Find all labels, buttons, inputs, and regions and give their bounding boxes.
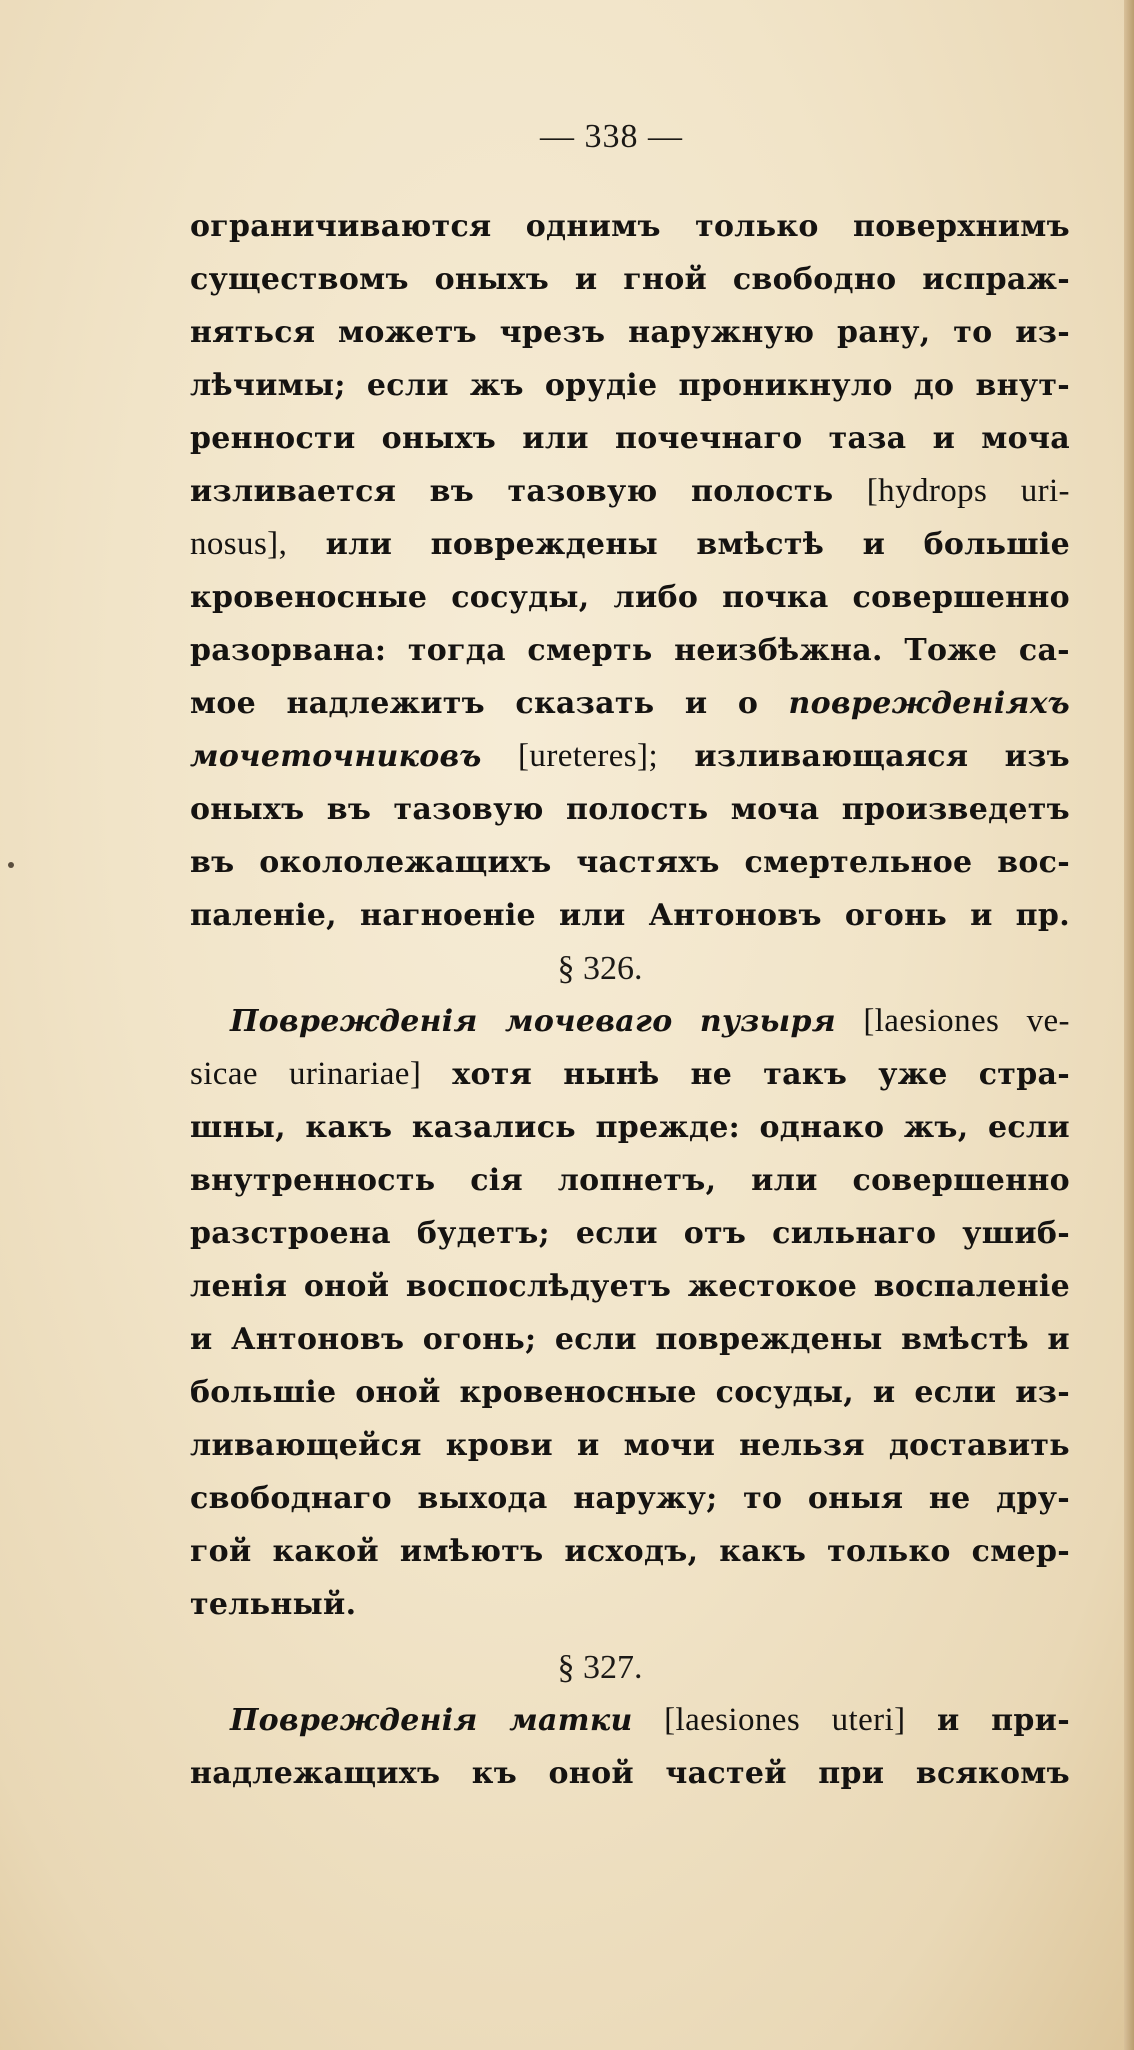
italic-term: мочеточниковъ bbox=[190, 739, 482, 774]
word: крови bbox=[445, 1428, 553, 1463]
word: имѣютъ bbox=[399, 1534, 544, 1569]
word: при- bbox=[991, 1703, 1070, 1738]
word: смертельное bbox=[744, 845, 973, 880]
text-line bbox=[190, 412, 1070, 465]
text-line bbox=[190, 200, 1070, 253]
word: и bbox=[684, 686, 708, 721]
word: въ bbox=[190, 845, 235, 880]
word: изливается bbox=[190, 474, 397, 509]
word: Антоновъ bbox=[231, 1322, 405, 1357]
word: рану, bbox=[837, 315, 931, 350]
paragraph-2 bbox=[190, 995, 1070, 1631]
word: наружную bbox=[628, 315, 815, 350]
word: только bbox=[827, 1534, 951, 1569]
word: и bbox=[574, 262, 598, 297]
latin-term: nosus], bbox=[190, 526, 288, 562]
italic-term: Поврежденія bbox=[230, 1703, 478, 1738]
word: проникнуло bbox=[678, 368, 893, 403]
word: нельзя bbox=[739, 1428, 865, 1463]
word: существомъ bbox=[190, 262, 409, 297]
paragraph-3 bbox=[190, 1694, 1070, 1800]
page-number: — 338 — bbox=[540, 118, 683, 155]
word: и bbox=[190, 1322, 213, 1357]
latin-term: uri- bbox=[1020, 473, 1070, 509]
word: паленіе, bbox=[190, 898, 337, 933]
text-line bbox=[190, 1101, 1070, 1154]
word: смерть bbox=[527, 633, 653, 668]
word: стра- bbox=[978, 1057, 1070, 1092]
word: вос- bbox=[997, 845, 1070, 880]
word: такъ bbox=[763, 1057, 848, 1092]
word: кровеносные bbox=[190, 580, 428, 615]
word: нагноеніе bbox=[359, 898, 536, 933]
word: испраж- bbox=[922, 262, 1070, 297]
word: или bbox=[558, 898, 626, 933]
word: полость bbox=[565, 792, 709, 827]
word: разорвана: bbox=[190, 633, 387, 668]
text-line bbox=[190, 836, 1070, 889]
word: почка bbox=[722, 580, 829, 615]
word: сосуды, bbox=[451, 580, 590, 615]
word: и bbox=[862, 527, 886, 562]
text-line bbox=[190, 253, 1070, 306]
word: и bbox=[1047, 1322, 1070, 1357]
text-line bbox=[190, 783, 1070, 836]
word: оныхъ bbox=[381, 421, 497, 456]
word: мочи bbox=[623, 1428, 716, 1463]
word: если bbox=[366, 368, 449, 403]
text-line bbox=[190, 677, 1070, 730]
word: окололежащихъ bbox=[259, 845, 552, 880]
text-line bbox=[190, 889, 1070, 942]
text-line bbox=[190, 1472, 1070, 1525]
word: оныя bbox=[807, 1481, 904, 1516]
text-line bbox=[190, 306, 1070, 359]
word: если bbox=[987, 1110, 1070, 1145]
text-line bbox=[190, 518, 1070, 571]
text-line bbox=[190, 1694, 1070, 1747]
word: не bbox=[928, 1481, 971, 1516]
text-line bbox=[190, 359, 1070, 412]
word: наружу; bbox=[573, 1481, 718, 1516]
text-line bbox=[190, 730, 1070, 783]
word: надлежитъ bbox=[286, 686, 485, 721]
word: вмѣстѣ bbox=[901, 1322, 1029, 1357]
text-line bbox=[190, 1525, 1070, 1578]
word: ливающейся bbox=[190, 1428, 422, 1463]
word: при bbox=[818, 1756, 885, 1791]
ink-speck bbox=[8, 862, 14, 868]
latin-term: ve- bbox=[1026, 1003, 1070, 1039]
word: ренности bbox=[190, 421, 356, 456]
word: и bbox=[937, 1703, 960, 1738]
word: совершенно bbox=[852, 1163, 1070, 1198]
word: надлежащихъ bbox=[190, 1756, 441, 1791]
word: казались bbox=[411, 1110, 576, 1145]
word: гной bbox=[623, 262, 708, 297]
word: если bbox=[575, 1216, 658, 1251]
word: въ bbox=[429, 474, 475, 509]
word: и bbox=[577, 1428, 600, 1463]
word: или bbox=[325, 527, 393, 562]
word: произведетъ bbox=[841, 792, 1070, 827]
section-gap bbox=[190, 1631, 1070, 1641]
word: изъ bbox=[1004, 739, 1070, 774]
word: свободнаго bbox=[190, 1481, 392, 1516]
word: сильнаго bbox=[772, 1216, 937, 1251]
paragraph-1 bbox=[190, 200, 1070, 942]
section-heading-326: § 326. bbox=[557, 950, 643, 987]
word: какъ bbox=[719, 1534, 807, 1569]
word: хотя bbox=[452, 1057, 533, 1092]
italic-term: поврежденіяхъ bbox=[788, 686, 1070, 721]
word: жъ, bbox=[903, 1110, 969, 1145]
word: или bbox=[751, 1163, 818, 1198]
word: большіе bbox=[190, 1375, 337, 1410]
word: какой bbox=[272, 1534, 379, 1569]
latin-term: [laesiones bbox=[664, 1702, 801, 1738]
word: какъ bbox=[305, 1110, 393, 1145]
word: Антоновъ bbox=[648, 898, 822, 933]
word: доставить bbox=[888, 1428, 1070, 1463]
text-line bbox=[190, 1048, 1070, 1101]
word: почечнаго bbox=[614, 421, 803, 456]
word: можетъ bbox=[338, 315, 477, 350]
italic-term: матки bbox=[509, 1703, 633, 1738]
word: только bbox=[695, 209, 819, 244]
latin-term: sicae bbox=[190, 1056, 258, 1092]
word: сія bbox=[470, 1163, 523, 1198]
word: повреждены bbox=[430, 527, 658, 562]
word: няться bbox=[190, 315, 316, 350]
word: о bbox=[737, 686, 759, 721]
word: если bbox=[554, 1322, 637, 1357]
italic-term: Поврежденія bbox=[230, 1004, 478, 1039]
page-text bbox=[190, 200, 1070, 1800]
word: из- bbox=[1015, 315, 1070, 350]
word: сосуды, bbox=[715, 1375, 855, 1410]
word: тазовую bbox=[393, 792, 544, 827]
page-edge-shadow bbox=[1124, 0, 1134, 2050]
text-line bbox=[190, 1260, 1070, 1313]
word: до bbox=[913, 368, 955, 403]
word: тельный. bbox=[190, 1587, 357, 1622]
word: Тоже bbox=[904, 633, 998, 668]
word: тогда bbox=[407, 633, 506, 668]
text-line bbox=[190, 995, 1070, 1048]
word: вмѣстѣ bbox=[696, 527, 825, 562]
word: моча bbox=[981, 421, 1070, 456]
word: въ bbox=[326, 792, 372, 827]
word: ограничиваются bbox=[190, 209, 492, 244]
word: частей bbox=[665, 1756, 787, 1791]
word: ленія bbox=[190, 1269, 288, 1304]
word: таза bbox=[828, 421, 907, 456]
word: изливающаяся bbox=[694, 739, 969, 774]
word: выхода bbox=[417, 1481, 548, 1516]
text-line bbox=[190, 1366, 1070, 1419]
word: однако bbox=[759, 1110, 885, 1145]
word: тазовую bbox=[507, 474, 658, 509]
text-line bbox=[190, 1207, 1070, 1260]
word: однимъ bbox=[525, 209, 661, 244]
word: огонь; bbox=[422, 1322, 537, 1357]
latin-term: [laesiones bbox=[863, 1003, 1000, 1039]
word: исходъ, bbox=[564, 1534, 699, 1569]
word: лѣчимы; bbox=[190, 368, 346, 403]
word: повреждены bbox=[655, 1322, 883, 1357]
latin-term: uteri] bbox=[831, 1702, 906, 1738]
text-line bbox=[190, 1313, 1070, 1366]
word: и bbox=[970, 898, 993, 933]
word: оныхъ bbox=[434, 262, 550, 297]
word: уже bbox=[878, 1057, 948, 1092]
word: неизбѣжна. bbox=[674, 633, 883, 668]
word: внут- bbox=[975, 368, 1070, 403]
word: либо bbox=[613, 580, 699, 615]
word: нынѣ bbox=[563, 1057, 660, 1092]
word: оныхъ bbox=[190, 792, 305, 827]
word: кровеносные bbox=[459, 1375, 697, 1410]
latin-term: urinariae] bbox=[289, 1056, 422, 1092]
word: и bbox=[872, 1375, 896, 1410]
italic-term: пузыря bbox=[699, 1004, 836, 1039]
word: будетъ; bbox=[416, 1216, 550, 1251]
word: оной bbox=[303, 1269, 390, 1304]
text-line bbox=[190, 1578, 1070, 1631]
word: большіе bbox=[923, 527, 1070, 562]
word: дру- bbox=[996, 1481, 1070, 1516]
latin-term: [ureteres]; bbox=[518, 738, 659, 774]
word: если bbox=[914, 1375, 997, 1410]
word: огонь bbox=[844, 898, 948, 933]
word: къ bbox=[471, 1756, 518, 1791]
text-line bbox=[190, 624, 1070, 677]
word: оной bbox=[548, 1756, 634, 1791]
word: то bbox=[953, 315, 993, 350]
word: са- bbox=[1018, 633, 1070, 668]
word: моча bbox=[730, 792, 820, 827]
word: из- bbox=[1015, 1375, 1070, 1410]
word: чрезъ bbox=[499, 315, 606, 350]
word: воспослѣдуетъ bbox=[405, 1269, 672, 1304]
word: лопнетъ, bbox=[557, 1163, 717, 1198]
word: не bbox=[690, 1057, 733, 1092]
word: совершенно bbox=[852, 580, 1070, 615]
text-line bbox=[190, 1154, 1070, 1207]
text-line bbox=[190, 465, 1070, 518]
word: мое bbox=[190, 686, 257, 721]
word: отъ bbox=[683, 1216, 747, 1251]
word: внутренность bbox=[190, 1163, 436, 1198]
italic-term: мочеваго bbox=[505, 1004, 673, 1039]
word: ушиб- bbox=[962, 1216, 1070, 1251]
word: поверхнимъ bbox=[852, 209, 1070, 244]
word: и bbox=[932, 421, 956, 456]
section-heading-327: § 327. bbox=[557, 1649, 643, 1686]
word: то bbox=[743, 1481, 783, 1516]
word: гой bbox=[190, 1534, 252, 1569]
word: или bbox=[522, 421, 589, 456]
latin-term: [hydrops bbox=[866, 473, 988, 509]
text-line bbox=[190, 1747, 1070, 1800]
word: смер- bbox=[971, 1534, 1070, 1569]
word: шны, bbox=[190, 1110, 286, 1145]
word: разстроена bbox=[190, 1216, 391, 1251]
word: орудіе bbox=[544, 368, 658, 403]
word: сказать bbox=[515, 686, 655, 721]
word: прежде: bbox=[595, 1110, 741, 1145]
text-line bbox=[190, 571, 1070, 624]
word: полость bbox=[690, 474, 834, 509]
word: свободно bbox=[732, 262, 897, 297]
word: жестокое bbox=[687, 1269, 858, 1304]
word: всякомъ bbox=[915, 1756, 1070, 1791]
word: пр. bbox=[1015, 898, 1070, 933]
word: жъ bbox=[469, 368, 524, 403]
word: частяхъ bbox=[576, 845, 720, 880]
text-line bbox=[190, 1419, 1070, 1472]
word: воспаленіе bbox=[873, 1269, 1070, 1304]
word: оной bbox=[355, 1375, 441, 1410]
